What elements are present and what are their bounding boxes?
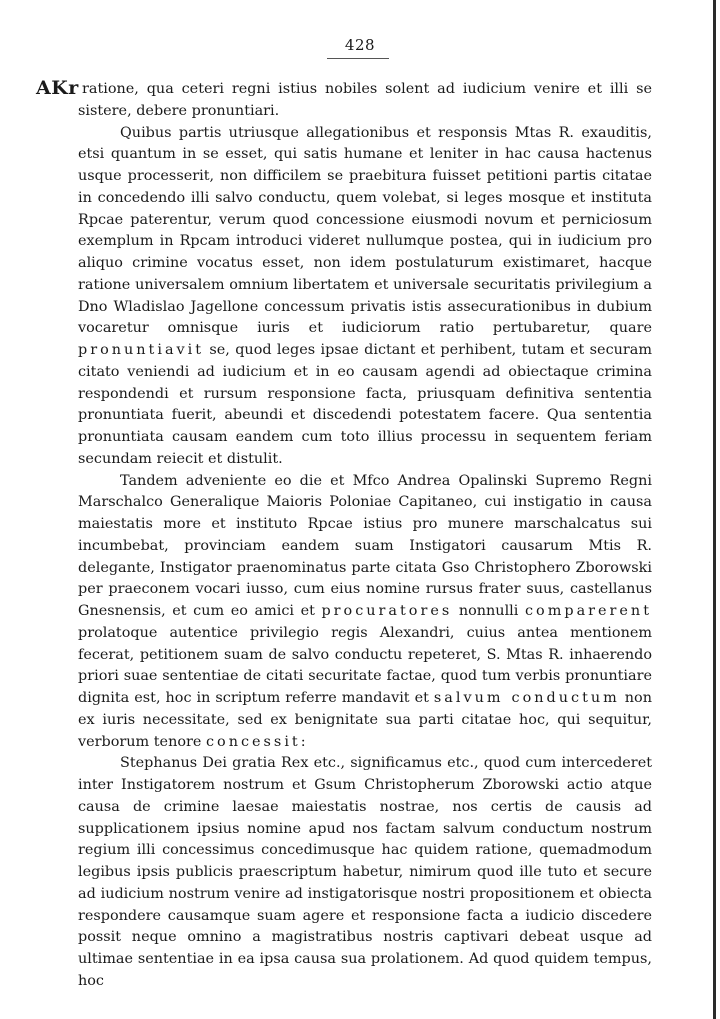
spaced-emphasis-text: salvum conductum — [433, 690, 620, 706]
paragraph-3 — [78, 471, 652, 754]
paragraph-2 — [78, 123, 652, 471]
paragraph-text: Tandem adveniente eo die et Mfco Andrea Opalinski Supremo Regni Marschalco Generalique Maioris Poloniae Capitaneo, cui instigatio in causa maiestatis more et instituto Rpcae istius pro munere marschalcatus sui incumbebat, provinciam eandem suam Instigatori causarum Mtis R. delegante, Instigator praenominatus parte citata Gso Christophero Zborowski per praeconem vocari iusso, cum eius nomine rursus frater suus, castellanus Gnesnensis, et cum eo amici et — [78, 472, 652, 619]
spaced-emphasis-text: pronuntiavit — [78, 342, 205, 358]
margin-siglum: AKr — [36, 77, 79, 99]
paragraph-text: Quibus partis utriusque allegationibus et responsis Mtas R. exauditis, etsi quantum in se esset, qui satis humane et leniter in hac causa hactenus usque processerit, non difficilem se praebitura fuisset petitioni partis citatae in concedendo illi salvo conductu, quem volebat, si leges mosque et instituta Rpcae paterentur, verum quod concessione eiusmodi novum et perniciosum exemplum in Rpcam introduci videret nullumque postea, qui in iudicium pro aliquo crimine vocatus esset, non idem postulaturum existimaret, hacque ratione universalem omnium libertatem et universale securitatis privilegium a Dno Wladislao Jagellone concessum privatis istis assecurationibus in dubium vocaretur omnisque iuris et iudiciorum ratio pertubaretur, quare — [78, 124, 652, 337]
page-number: 428 — [344, 36, 376, 54]
spaced-emphasis-text: comparerent — [524, 603, 652, 619]
paragraph-text: nonnulli — [452, 603, 525, 619]
paragraph-text: : — [300, 733, 306, 750]
spaced-emphasis-text: procuratores — [321, 603, 453, 619]
paragraph-text: Stephanus Dei gratia Rex etc., significamus etc., quod cum intercederet inter Instigatorem nostrum et Gsum Christopherum Zborowski actio atque causa de crimine laesae maiestatis nostrae, nos certis de causis ad supplicationem ipsius nomine apud nos factam salvum conductum nostrum regium illi concessimus concedimusque hac quidem ratione, quemadmodum legibus ipsis publicis praescriptum habetur, nimirum quod ille tuto et secure ad iudicium nostrum venire ad instigatorisque nostri propositionem et obiecta respondere causamque suam agere et responsione facta a iudicio discedere possit neque omnino a magistratibus nostris captivari debeat usque ad ultimae sententiae in ea ipsa causa sua prolationem. Ad quod quidem tempus, hoc — [78, 755, 652, 989]
paragraph-text: ratione, qua ceteri regni istius nobiles solent ad iudicium venire et illi se sistere, debere pronuntiari. — [78, 81, 652, 119]
paragraph-text: se, quod leges ipsae dictant et perhibent, tutam et securam citato veniendi ad iudicium et in eo causam agendi ad obiectaque crimina respondendi et rursum responsione facta, priusquam definitiva sententia pronuntiata fuerit, abeundi et discedendi potestatem facere. Qua sententia pronuntiata causam eandem cum toto illius processu in sequentem feriam secundam reiecit et distulit. — [78, 342, 652, 467]
paragraph-text: non ex iuris necessitate, sed ex benignitate sua parti citatae hoc, qui sequitur, verborum tenore — [78, 690, 652, 750]
paragraph-text: prolatoque autentice privilegio regis Alexandri, cuius antea mentionem fecerat, petitionem suam de salvo conductu repeteret, S. Mtas R. inhaerendo priori suae sententiae de citati securitate factae, quod tum verbis pronuntiare dignita est, hoc in scriptum referre mandavit et — [78, 624, 652, 706]
body-text — [78, 79, 652, 993]
spaced-emphasis-text: concessit — [205, 733, 301, 750]
page-edge-line — [713, 0, 716, 1019]
page-number-rule — [327, 58, 389, 59]
paragraph-1 — [78, 79, 652, 123]
paragraph-4 — [78, 753, 652, 992]
